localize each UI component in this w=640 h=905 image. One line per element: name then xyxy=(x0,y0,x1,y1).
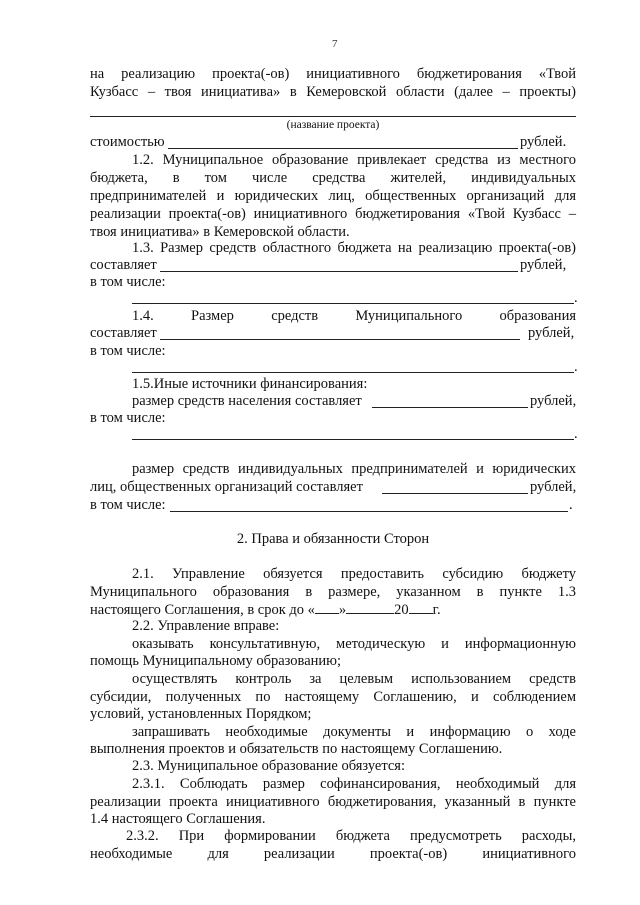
p1-5-detail-blank xyxy=(132,439,574,440)
p1-4-dot: . xyxy=(574,359,578,375)
p1-2-line-4: реализации проекта(-ов) инициативного бюджетирования «Твой Кузбасс – xyxy=(90,206,576,222)
p1-5b-amount-blank xyxy=(382,493,528,494)
year-suffix: г. xyxy=(432,602,441,618)
p1-5b-rubles: рублей, xyxy=(530,479,577,495)
p2-1-deadline-text: настоящего Соглашения, в срок до « xyxy=(90,602,315,618)
project-name-line xyxy=(90,116,576,117)
p1-4-amount-label: составляет xyxy=(90,325,157,341)
p1-4-including: в том числе: xyxy=(90,343,166,359)
p1-3-detail-blank xyxy=(132,303,574,304)
year-blank xyxy=(409,601,433,614)
p1-2-line-2: бюджета, в том числе средства жителей, индивидуальных xyxy=(90,170,576,186)
p2-3-1-line-3: 1.4 настоящего Соглашения. xyxy=(90,811,266,827)
p1-3-including: в том числе: xyxy=(90,274,166,290)
p1-5b-line-2: лиц, общественных организаций составляет xyxy=(90,479,363,495)
p1-2-line-5: твоя инициатива» в Кемеровской области. xyxy=(90,224,350,240)
p2-2-c-line-1: запрашивать необходимые документы и информацию о ходе xyxy=(132,724,576,740)
p2-3-2-line-2: необходимые для реализации проекта(-ов) инициативного xyxy=(90,846,576,862)
p1-2-line-3: предпринимателей и юридических лиц, общественных организаций для xyxy=(90,188,576,204)
p2-2-title: 2.2. Управление вправе: xyxy=(132,618,280,634)
p1-3-amount-blank xyxy=(160,271,518,272)
p2-3-1-line-1: 2.3.1. Соблюдать размер софинансирования, необходимый для xyxy=(132,776,576,792)
cost-label: стоимостью xyxy=(90,134,165,150)
cost-blank xyxy=(168,148,518,149)
p2-1-line-1: 2.1. Управление обязуется предоставить субсидию бюджету xyxy=(132,566,576,582)
p1-4-rubles: рублей, xyxy=(528,325,575,341)
section-2-title: 2. Права и обязанности Сторон xyxy=(236,531,430,547)
day-blank xyxy=(315,601,339,614)
page-number: 7 xyxy=(332,38,338,50)
p2-2-a-line-2: помощь Муниципальному образованию; xyxy=(90,653,342,669)
intro-line-1: на реализацию проекта(-ов) инициативного бюджетирования «Твой xyxy=(90,66,576,82)
cost-rubles: рублей. xyxy=(520,134,567,150)
month-blank xyxy=(346,601,394,614)
p1-5-population-label: размер средств населения составляет xyxy=(132,393,362,409)
p1-3-dot: . xyxy=(574,290,578,306)
p1-5-rubles: рублей, xyxy=(530,393,577,409)
intro-line-2: Кузбасс – твоя инициатива» в Кемеровской области (далее – проекты) xyxy=(90,84,576,100)
project-name-caption: (название проекта) xyxy=(286,119,380,131)
p2-2-a-line-1: оказывать консультативную, методическую и информационную xyxy=(132,636,576,652)
p1-5b-including: в том числе: xyxy=(90,497,166,513)
p1-5-dot: . xyxy=(574,426,578,442)
p2-2-b-line-2: субсидии, полученных по настоящему Соглашению, и соблюдением xyxy=(90,689,576,705)
p1-5-including: в том числе: xyxy=(90,410,166,426)
p1-5b-line-1: размер средств индивидуальных предпринимателей и юридических xyxy=(132,461,576,477)
p1-3-rubles: рублей, xyxy=(520,257,567,273)
p1-3-line-1: 1.3. Размер средств областного бюджета на реализацию проекта(-ов) xyxy=(132,240,576,256)
p1-5-population-blank xyxy=(372,407,528,408)
p1-4-line-1: 1.4. Размер средств Муниципального образования xyxy=(132,308,576,324)
p1-4-amount-blank xyxy=(160,339,520,340)
p1-5b-detail-blank xyxy=(170,511,568,512)
p1-4-detail-blank xyxy=(132,372,574,373)
p1-2-line-1: 1.2. Муниципальное образование привлекает средства из местного xyxy=(132,152,576,168)
quote-close: » xyxy=(338,602,347,618)
p1-5-line-1: 1.5.Иные источники финансирования: xyxy=(132,376,368,392)
year-prefix: 20 xyxy=(394,602,409,618)
p1-3-amount-label: составляет xyxy=(90,257,157,273)
p2-2-c-line-2: выполнения проектов и обязательств по настоящему Соглашению. xyxy=(90,741,503,757)
p2-1-line-3 xyxy=(90,601,441,619)
p2-3-title: 2.3. Муниципальное образование обязуется: xyxy=(132,758,405,774)
p2-3-2-line-1: 2.3.2. При формировании бюджета предусмотреть расходы, xyxy=(126,828,576,844)
p2-3-1-line-2: реализации проекта инициативного бюджетирования, указанный в пункте xyxy=(90,794,576,810)
p2-2-b-line-1: осуществлять контроль за целевым использованием средств xyxy=(132,671,576,687)
p1-5b-dot: . xyxy=(569,497,573,513)
p2-2-b-line-3: условий, установленных Порядком; xyxy=(90,706,312,722)
p2-1-line-2: Муниципального образования в размере, указанном в пункте 1.3 xyxy=(90,584,576,600)
